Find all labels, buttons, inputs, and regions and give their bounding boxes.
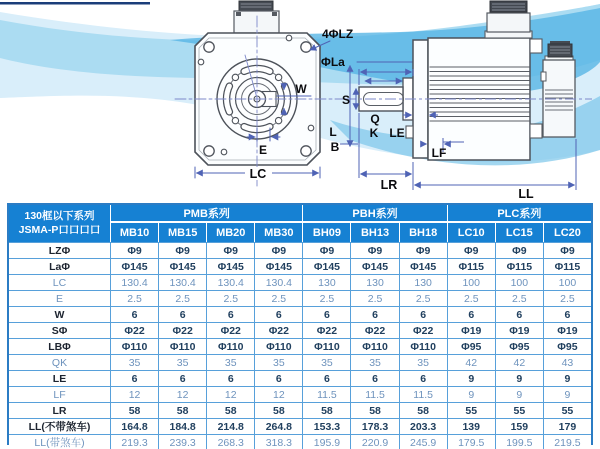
dim-label-lf: LF [431,146,447,160]
row-label: LL(带煞车) [9,435,110,449]
model-header: MB20 [207,223,254,242]
table-cell: 2.5 [448,291,495,306]
model-header: LC10 [448,223,495,242]
table-cell: Φ145 [303,259,350,274]
table-cell: Φ19 [544,323,591,338]
table-cell: 58 [255,403,302,418]
model-header: MB10 [111,223,158,242]
corner-header-line1: 130框以下系列 [24,209,95,222]
table-cell: 199.5 [496,435,543,449]
table-cell: Φ110 [159,339,206,354]
table-cell: 179 [544,419,591,434]
table-cell: 9 [496,387,543,402]
table-cell: Φ22 [351,323,398,338]
table-cell: 2.5 [111,291,158,306]
table-cell: Φ145 [351,259,398,274]
table-cell: 12 [255,387,302,402]
model-header: BH13 [351,223,398,242]
table-cell: 35 [400,355,447,370]
table-cell: Φ145 [111,259,158,274]
table-cell: Φ115 [448,259,495,274]
table-cell: Φ110 [111,339,158,354]
table-cell: 2.5 [351,291,398,306]
table-cell: 6 [207,371,254,386]
table-cell: Φ145 [400,259,447,274]
motor-dimension-drawing [0,0,600,205]
table-cell: 35 [351,355,398,370]
table-cell: 58 [351,403,398,418]
corner-header-line2: JSMA-P口口口口 [18,223,101,236]
series-header-1: PBH系列 [303,205,446,221]
corner-header [9,205,110,242]
dim-label-l: L [329,125,337,139]
table-cell: 2.5 [496,291,543,306]
dim-label-q: Q [370,112,380,126]
table-cell: Φ9 [448,243,495,258]
table-cell: Φ9 [159,243,206,258]
table-cell: 130.4 [255,275,302,290]
table-cell: 12 [159,387,206,402]
table-cell: Φ9 [496,243,543,258]
table-cell: Φ22 [111,323,158,338]
table-cell: 130 [400,275,447,290]
row-label: LBΦ [9,339,110,354]
table-cell: 6 [111,307,158,322]
dim-label-phila: ΦLa [321,55,345,69]
table-cell: 6 [159,307,206,322]
table-cell: Φ110 [255,339,302,354]
table-cell: 179.5 [448,435,495,449]
row-label: LR [9,403,110,418]
table-cell: 264.8 [255,419,302,434]
table-cell: Φ9 [111,243,158,258]
table-cell: 195.9 [303,435,350,449]
table-cell: 6 [351,307,398,322]
table-cell: Φ9 [207,243,254,258]
table-cell: 9 [448,371,495,386]
table-cell: 268.3 [207,435,254,449]
table-cell: 139 [448,419,495,434]
dim-label-b: B [330,140,340,154]
row-label: LC [9,275,110,290]
table-cell: 184.8 [159,419,206,434]
table-cell: 35 [255,355,302,370]
table-cell: 6 [255,307,302,322]
table-cell: 6 [496,307,543,322]
table-cell: 6 [351,371,398,386]
row-label: LE [9,371,110,386]
dim-label-ll: LL [518,187,534,201]
table-cell: 159 [496,419,543,434]
model-header: LC15 [496,223,543,242]
table-cell: 2.5 [303,291,350,306]
table-cell: Φ22 [207,323,254,338]
table-cell: Φ9 [400,243,447,258]
table-cell: 55 [448,403,495,418]
table-cell: 58 [400,403,447,418]
table-cell: 58 [207,403,254,418]
power-connector-front [234,1,279,33]
table-cell: 2.5 [544,291,591,306]
table-cell: 245.9 [400,435,447,449]
table-cell: 219.5 [544,435,591,449]
table-cell: 214.8 [207,419,254,434]
table-cell: Φ95 [448,339,495,354]
table-cell: 6 [207,307,254,322]
dim-label-lc: LC [249,167,267,181]
table-cell: 11.5 [351,387,398,402]
series-header-2: PLC系列 [448,205,591,221]
table-cell: 35 [159,355,206,370]
table-cell: Φ9 [544,243,591,258]
series-header-0: PMB系列 [111,205,302,221]
table-cell: Φ95 [544,339,591,354]
table-cell: 100 [448,275,495,290]
table-cell: 2.5 [159,291,206,306]
table-cell: 130.4 [159,275,206,290]
table-cell: 100 [544,275,591,290]
table-cell: 130.4 [111,275,158,290]
table-cell: 130 [303,275,350,290]
table-cell: 11.5 [400,387,447,402]
table-cell: Φ145 [255,259,302,274]
row-label: QK [9,355,110,370]
table-cell: Φ22 [255,323,302,338]
dim-label-le: LE [389,126,405,140]
table-cell: 178.3 [351,419,398,434]
table-body [9,242,591,449]
table-cell: Φ110 [351,339,398,354]
table-cell: 11.5 [303,387,350,402]
dimension-table [7,203,593,449]
model-header: MB15 [159,223,206,242]
table-cell: 6 [111,371,158,386]
table-cell: 219.3 [111,435,158,449]
table-cell: Φ19 [496,323,543,338]
model-header: BH09 [303,223,350,242]
table-cell: 130.4 [207,275,254,290]
row-label: LaΦ [9,259,110,274]
table-cell: 2.5 [400,291,447,306]
table-cell: 164.8 [111,419,158,434]
table-cell: 35 [303,355,350,370]
table-cell: Φ22 [400,323,447,338]
table-cell: 9 [544,387,591,402]
row-label: E [9,291,110,306]
table-cell: Φ95 [496,339,543,354]
table-cell: Φ9 [255,243,302,258]
table-cell: 58 [111,403,158,418]
table-cell: 239.3 [159,435,206,449]
table-cell: 6 [159,371,206,386]
table-cell: Φ22 [303,323,350,338]
row-label: W [9,307,110,322]
table-cell: 6 [448,307,495,322]
table-cell: Φ19 [448,323,495,338]
side-view [340,1,592,190]
table-cell: 12 [207,387,254,402]
table-cell: Φ110 [400,339,447,354]
dim-label-lr: LR [380,178,398,192]
row-label: LL(不带煞车) [9,419,110,434]
table-cell: 58 [303,403,350,418]
table-cell: Φ145 [207,259,254,274]
table-cell: 9 [544,371,591,386]
dim-label-w: W [295,82,307,96]
table-cell: Φ9 [303,243,350,258]
row-label: LZΦ [9,243,110,258]
table-header [9,205,591,242]
dim-label-k: K [369,126,379,140]
table-cell: 55 [496,403,543,418]
table-cell: 318.3 [255,435,302,449]
table-cell: 43 [544,355,591,370]
table-cell: 6 [255,371,302,386]
table-cell: 35 [111,355,158,370]
table-cell: 100 [496,275,543,290]
table-cell: 42 [448,355,495,370]
table-cell: Φ145 [159,259,206,274]
table-cell: 203.3 [400,419,447,434]
table-cell: 6 [303,371,350,386]
table-cell: 12 [111,387,158,402]
row-label: LF [9,387,110,402]
power-connector-side [485,1,532,38]
table-cell: Φ115 [496,259,543,274]
table-cell: 220.9 [351,435,398,449]
table-cell: 6 [303,307,350,322]
table-cell: 153.3 [303,419,350,434]
table-cell: 2.5 [255,291,302,306]
table-cell: Φ110 [207,339,254,354]
model-header: LC20 [544,223,591,242]
dim-label-4philz: 4ΦLZ [322,27,354,41]
table-cell: Φ115 [544,259,591,274]
table-cell: 6 [544,307,591,322]
table-cell: 42 [496,355,543,370]
table-cell: 55 [544,403,591,418]
table-cell: 6 [400,307,447,322]
table-cell: 58 [159,403,206,418]
dim-label-s: S [341,93,351,107]
table-cell: 6 [400,371,447,386]
table-cell: Φ22 [159,323,206,338]
encoder [541,41,575,137]
table-cell: Φ9 [351,243,398,258]
table-cell: 35 [207,355,254,370]
table-cell: 2.5 [207,291,254,306]
row-label: SΦ [9,323,110,338]
model-header: MB30 [255,223,302,242]
table-cell: 9 [448,387,495,402]
table-cell: 130 [351,275,398,290]
table-cell: 9 [496,371,543,386]
model-header: BH18 [400,223,447,242]
dim-label-e: E [258,143,268,157]
table-cell: Φ110 [303,339,350,354]
